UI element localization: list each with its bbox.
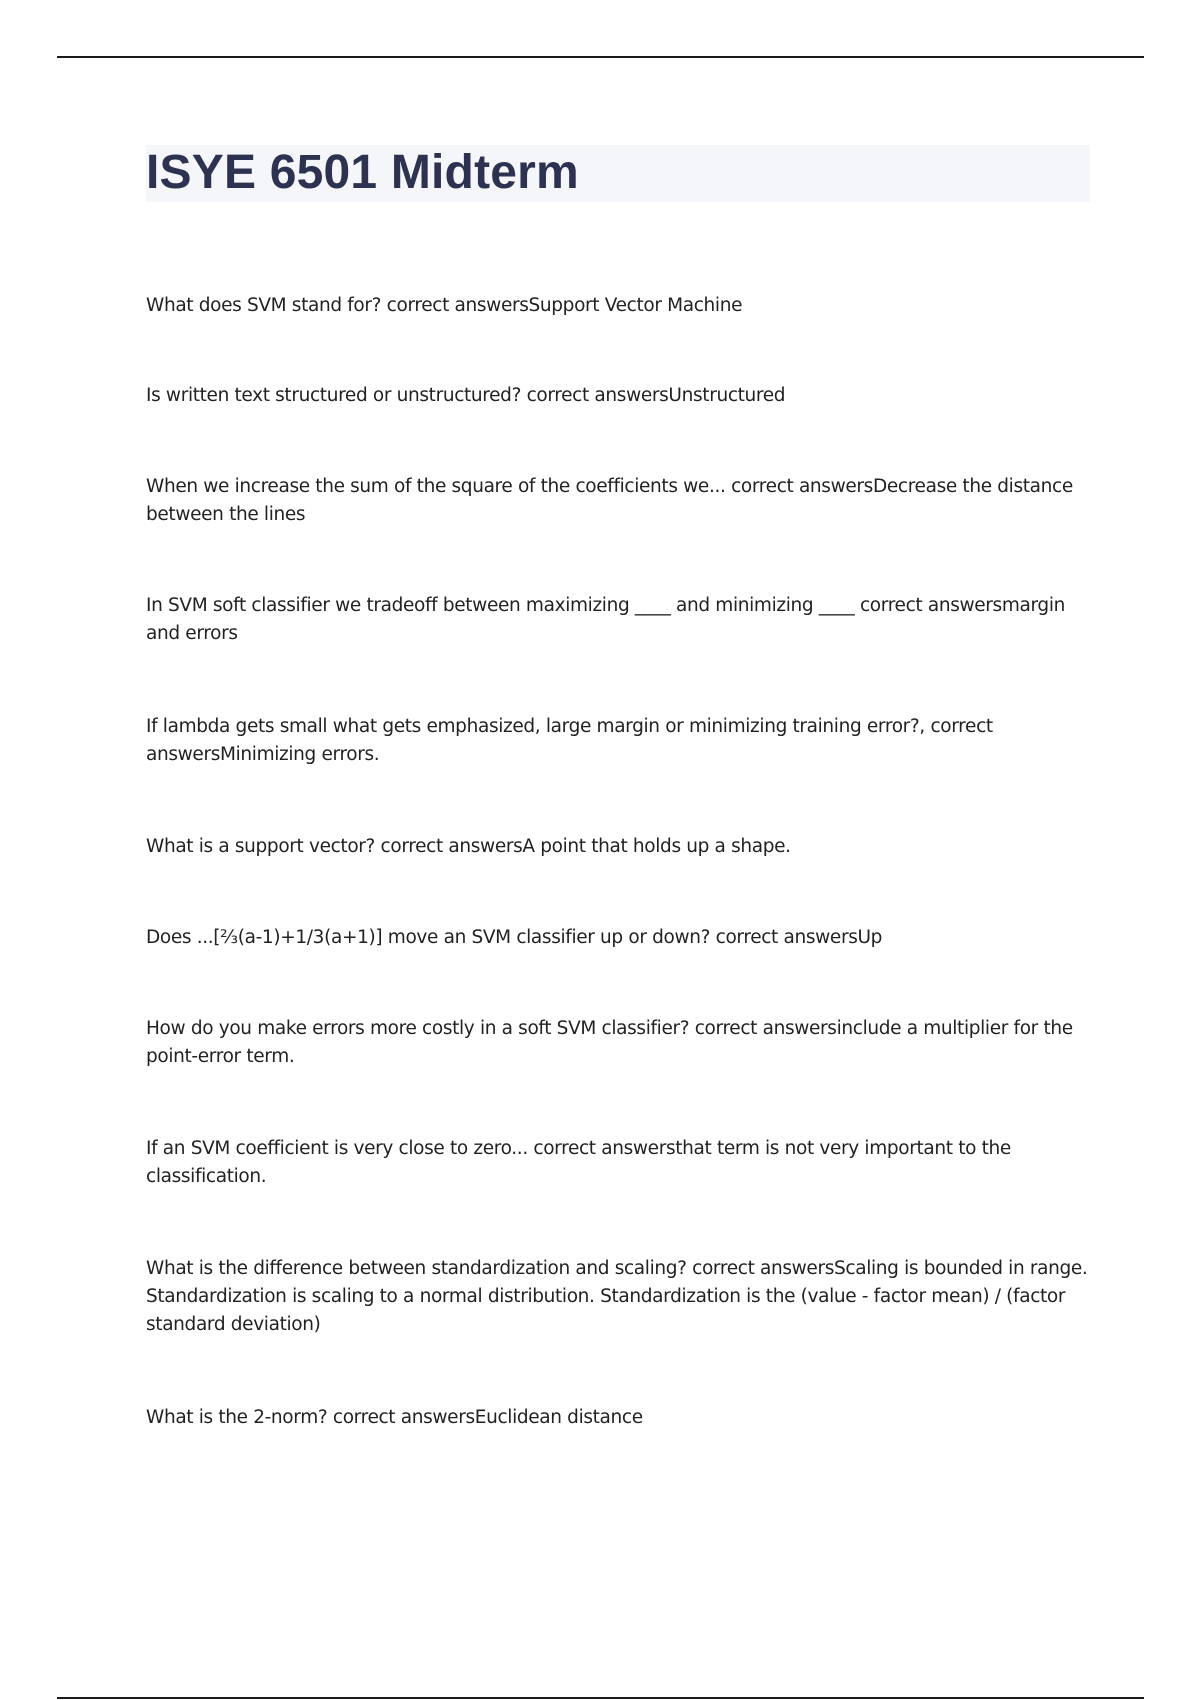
- document-title: ISYE 6501 Midterm: [146, 146, 579, 199]
- qa-item-8: How do you make errors more costly in a soft SVM classifier? correct answersinclude a multiplier for the point-error term.: [146, 1018, 1073, 1067]
- qa-item-4: In SVM soft classifier we tradeoff between maximizing ____ and minimizing ____ correct answersmargin and errors: [146, 595, 1065, 644]
- qa-item-9: If an SVM coefficient is very close to zero... correct answersthat term is not very important to the classification.: [146, 1138, 1011, 1187]
- qa-item-10: What is the difference between standardization and scaling? correct answersScaling is bounded in range. Standardization is scaling to a normal distribution. Standardization is the (value - factor mean) / (factor standard deviation): [146, 1258, 1088, 1335]
- qa-item-2: Is written text structured or unstructured? correct answersUnstructured: [146, 385, 786, 406]
- qa-item-5: If lambda gets small what gets emphasized, large margin or minimizing training error?, correct answersMinimizing errors.: [146, 716, 993, 765]
- qa-item-6: What is a support vector? correct answersA point that holds up a shape.: [146, 836, 791, 857]
- qa-item-1: What does SVM stand for? correct answersSupport Vector Machine: [146, 295, 743, 316]
- qa-item-7: Does ...[⅔(a-1)+1/3(a+1)] move an SVM classifier up or down? correct answersUp: [146, 927, 883, 948]
- header-rule: [57, 56, 1144, 58]
- qa-item-3: When we increase the sum of the square of the coefficients we... correct answersDecrease the distance between the lines: [146, 476, 1073, 525]
- footer-rule: [57, 1697, 1144, 1699]
- qa-item-11: What is the 2-norm? correct answersEuclidean distance: [146, 1407, 643, 1428]
